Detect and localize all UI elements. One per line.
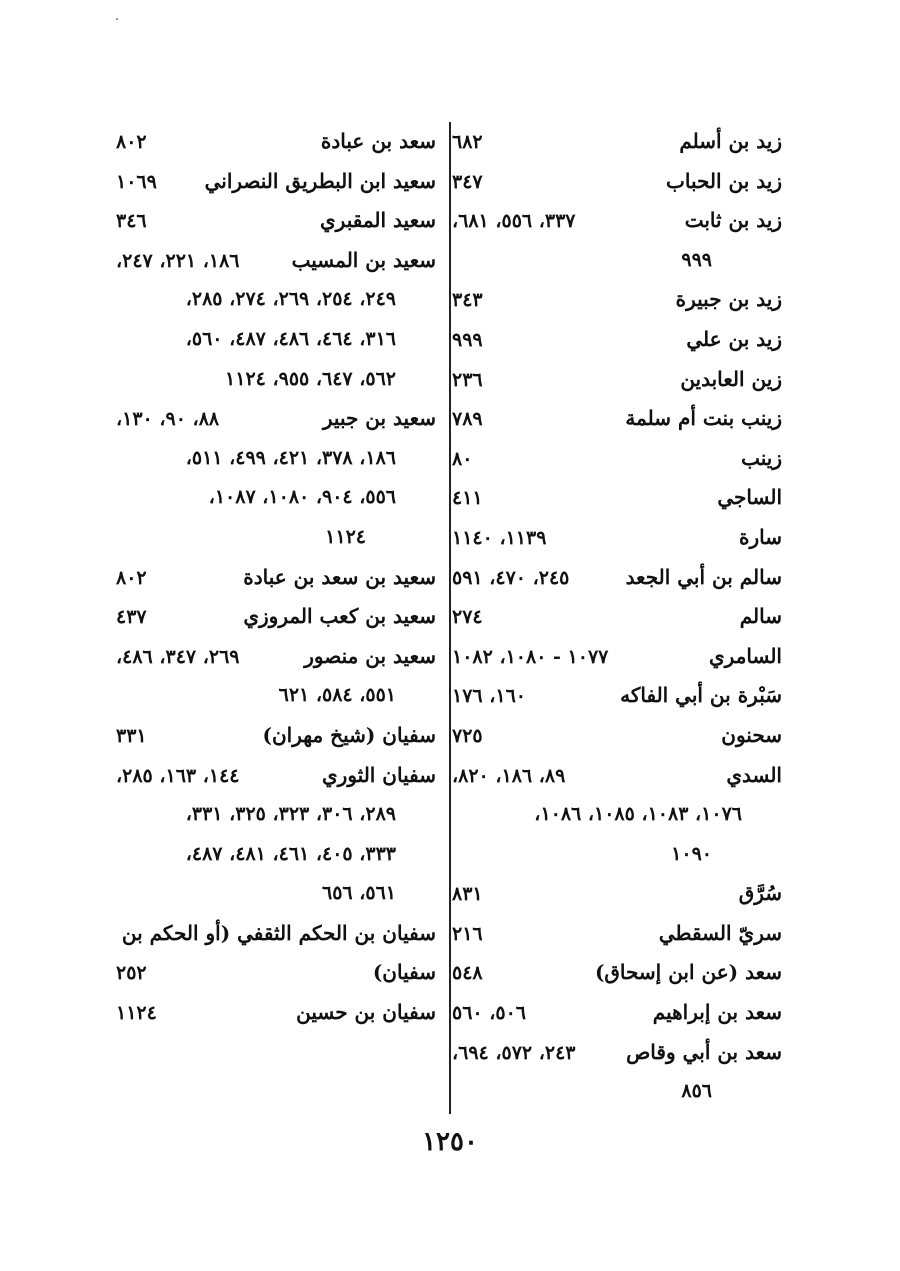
entry-pages: ٧٢٥ — [452, 724, 483, 747]
index-entry — [452, 756, 782, 796]
entry-pages: ٢٤٣، ٥٧٢، ٦٩٤، — [452, 1041, 576, 1064]
entry-name: زيد بن ثابت — [684, 208, 782, 233]
index-entry — [452, 439, 782, 479]
index-entry — [116, 122, 436, 162]
index-column-left — [116, 122, 436, 1033]
entry-pages: ٣١٦، ٤٦٤، ٤٨٦، ٤٨٧، ٥٦٠، — [185, 327, 396, 350]
entry-pages: ٥٤٨ — [452, 962, 483, 985]
entry-name: سعد بن أبي وقاص — [626, 1039, 782, 1064]
entry-pages: ٢٤٩، ٢٥٤، ٢٦٩، ٢٧٤، ٢٨٥، — [185, 288, 396, 311]
entry-name: زيد بن علي — [686, 326, 782, 351]
index-entry — [452, 597, 782, 637]
index-entry — [116, 953, 436, 993]
index-entry — [116, 795, 436, 835]
entry-name: سفيان بن حسين — [296, 1000, 436, 1025]
entry-name: سفيان (شيخ مهران) — [262, 722, 436, 747]
entry-pages: ٣٤٦ — [116, 210, 147, 233]
entry-pages: ٨٥٦ — [681, 1080, 712, 1103]
entry-pages: ٥٦٢، ٦٤٧، ٩٥٥، ١١٢٤ — [225, 367, 396, 390]
index-entry — [116, 360, 436, 400]
index-column-right — [452, 122, 782, 1112]
entry-pages: ٤٣٧ — [116, 606, 147, 629]
index-entry — [116, 558, 436, 598]
index-entry — [452, 676, 782, 716]
index-entry — [116, 280, 436, 320]
index-entry — [116, 478, 436, 518]
index-entry — [452, 360, 782, 400]
entry-pages: ٨٩، ١٨٦، ٨٢٠، — [452, 764, 566, 787]
index-entry — [116, 716, 436, 756]
entry-name: زيد بن الحباب — [666, 168, 782, 193]
entry-pages: ٦٨٢ — [452, 131, 483, 153]
index-entry — [116, 914, 436, 954]
index-entry — [116, 162, 436, 202]
column-divider — [449, 122, 451, 1114]
index-entry — [452, 1072, 782, 1112]
index-entry — [116, 518, 436, 558]
entry-name: سعيد ابن البطريق النصراني — [204, 168, 436, 193]
entry-pages: ٢٥٢ — [116, 962, 147, 985]
entry-name: سعيد بن جبير — [322, 406, 436, 431]
entry-name: سفيان) — [372, 960, 436, 985]
index-entry — [452, 953, 782, 993]
entry-name: السدي — [726, 762, 782, 787]
entry-name: سعيد بن منصور — [304, 643, 436, 668]
entry-pages: ٣٣٣، ٤٠٥، ٤٦١، ٤٨١، ٤٨٧، — [185, 842, 396, 865]
entry-name: سعيد المقبري — [320, 208, 436, 233]
entry-pages: ٨٠ — [452, 447, 473, 470]
entry-name: زيد بن أسلم — [679, 129, 782, 153]
entry-pages: ٢٧٤ — [452, 606, 483, 629]
entry-pages: ٨٣١ — [452, 883, 483, 906]
entry-name: سارة — [739, 524, 782, 549]
entry-name: سعد بن عبادة — [320, 129, 436, 153]
entry-pages: ٢٤٥، ٤٧٠، ٥٩١ — [452, 566, 570, 589]
entry-pages: ١٤٤، ١٦٣، ٢٨٥، — [116, 764, 240, 787]
index-entry — [116, 241, 436, 281]
index-entry — [452, 518, 782, 558]
entry-pages: ١٠٩٠ — [671, 842, 712, 865]
index-entry — [452, 201, 782, 241]
index-entry — [452, 716, 782, 756]
entry-name: الساجي — [717, 485, 782, 510]
entry-pages: ٥٠٦، ٥٦٠ — [452, 1002, 526, 1025]
entry-pages: ٣٤٧ — [452, 170, 483, 193]
index-entry — [452, 280, 782, 320]
index-entry — [452, 914, 782, 954]
index-entry — [452, 874, 782, 914]
index-entry — [452, 241, 782, 281]
page-number: ١٢٥٠ — [422, 1127, 478, 1157]
entry-pages: ٢٣٦ — [452, 368, 483, 391]
index-entry — [116, 597, 436, 637]
index-entry — [116, 756, 436, 796]
entry-name: زينب — [741, 445, 782, 470]
index-entry — [116, 993, 436, 1033]
entry-pages: ٢١٦ — [452, 922, 483, 945]
index-entry — [116, 320, 436, 360]
entry-pages: ١٨٦، ٢٢١، ٢٤٧، — [116, 249, 240, 272]
entry-pages: ٢٦٩، ٣٤٧، ٤٨٦، — [116, 645, 240, 668]
entry-pages: ٣٤٣ — [452, 289, 483, 312]
index-entry — [116, 439, 436, 479]
index-entry — [452, 162, 782, 202]
index-entry — [452, 835, 782, 875]
index-entry — [452, 122, 782, 162]
index-entry — [116, 399, 436, 439]
entry-name: السامري — [709, 643, 782, 668]
index-entry — [116, 637, 436, 677]
index-entry — [116, 201, 436, 241]
entry-pages: ١١٢٤ — [325, 525, 366, 548]
entry-name: سريّ السقطي — [658, 920, 782, 945]
entry-name: زين العابدين — [680, 366, 782, 391]
entry-pages: ٨٨، ٩٠، ١٣٠، — [116, 408, 220, 431]
entry-pages: ١٠٦٩ — [116, 170, 157, 193]
index-entry — [452, 320, 782, 360]
entry-pages: ٥٥٦، ٩٠٤، ١٠٨٠، ١٠٨٧، — [208, 486, 396, 509]
entry-pages: ٣٣١ — [116, 724, 147, 747]
entry-pages: ١٠٧٧ - ١٠٨٠، ١٠٨٢ — [452, 645, 609, 668]
entry-name: سُرَّق — [738, 881, 782, 906]
index-entry — [452, 1033, 782, 1073]
entry-name: سالم بن أبي الجعد — [625, 564, 782, 589]
index-entry — [452, 637, 782, 677]
entry-pages: ٨٠٢ — [116, 131, 147, 153]
index-entry — [452, 993, 782, 1033]
index-entry — [452, 558, 782, 598]
entry-name: سعيد بن كعب المروزي — [243, 604, 436, 629]
index-entry — [452, 478, 782, 518]
entry-pages: ٨٠٢ — [116, 566, 147, 589]
entry-pages: ٥٦١، ٦٥٦ — [322, 882, 396, 905]
entry-pages: ٢٨٩، ٣٠٦، ٣٢٣، ٣٢٥، ٣٣١، — [185, 803, 396, 826]
entry-name: سعيد بن سعد بن عبادة — [243, 564, 436, 589]
entry-pages: ٩٩٩ — [681, 248, 712, 271]
entry-pages: ٣٣٧، ٥٥٦، ٦٨١، — [452, 210, 576, 233]
entry-name: سعيد بن المسيب — [291, 247, 436, 272]
entry-pages: ١٠٧٦، ١٠٨٣، ١٠٨٥، ١٠٨٦، — [534, 803, 742, 826]
index-entry — [116, 874, 436, 914]
entry-pages: ٧٨٩ — [452, 408, 483, 431]
entry-pages: ١٨٦، ٣٧٨، ٤٢١، ٤٩٩، ٥١١، — [185, 446, 396, 469]
entry-name: سَبْرة بن أبي الفاكه — [620, 683, 782, 708]
entry-name: سعد (عن ابن إسحاق) — [594, 960, 782, 985]
entry-name: سحنون — [721, 722, 782, 747]
entry-pages: ٩٩٩ — [452, 328, 483, 351]
entry-name: سفيان الثوري — [322, 762, 436, 787]
entry-name: زيد بن جبيرة — [675, 287, 782, 312]
entry-pages: ١١٢٤ — [116, 1002, 157, 1025]
index-entry — [452, 399, 782, 439]
scan-dot — [116, 18, 118, 20]
entry-pages: ١١٣٩، ١١٤٠ — [452, 526, 547, 549]
entry-pages: ٤١١ — [452, 487, 483, 510]
entry-name: سفيان بن الحكم الثقفي (أو الحكم بن — [121, 920, 436, 945]
entry-name: زينب بنت أم سلمة — [625, 406, 782, 431]
entry-pages: ١٦٠، ١٧٦ — [452, 685, 526, 708]
entry-pages: ٥٥١، ٥٨٤، ٦٢١ — [278, 684, 396, 707]
index-entry — [116, 835, 436, 875]
index-entry — [452, 795, 782, 835]
index-entry — [116, 676, 436, 716]
entry-name: سعد بن إبراهيم — [652, 1000, 782, 1025]
entry-name: سالم — [739, 604, 782, 629]
